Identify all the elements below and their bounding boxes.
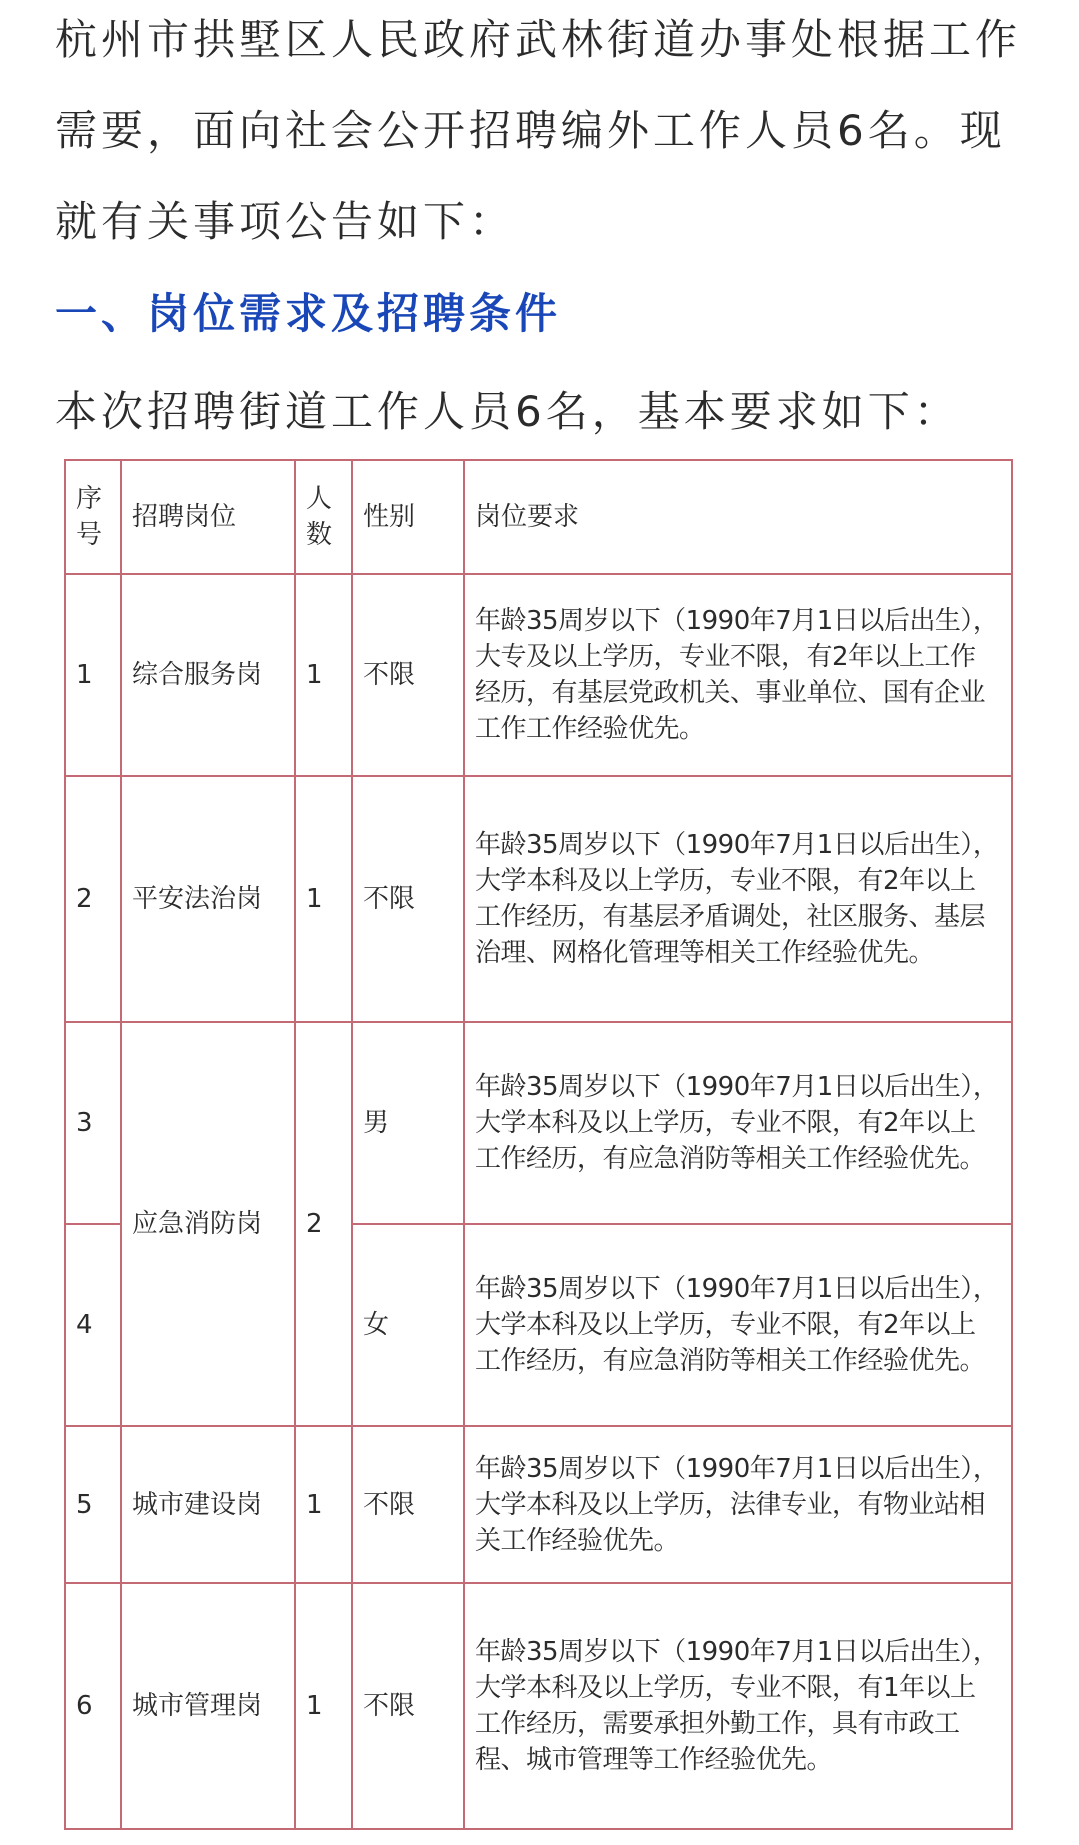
cell-no: 6 [65,1583,121,1829]
sub-intro-paragraph: 本次招聘街道工作人员6名，基本要求如下： [55,387,960,436]
header-gender: 性别 [352,460,464,574]
table-row [65,574,1012,776]
cell-no: 4 [65,1224,121,1426]
cell-requirement: 年龄35周岁以下（1990年7月1日以后出生），大专及以上学历，专业不限，有2年以上工作经历，有基层党政机关、事业单位、国有企业工作工作经验优先。 [464,574,1012,776]
cell-count: 1 [295,776,352,1022]
cell-position: 平安法治岗 [121,776,295,1022]
cell-gender: 女 [352,1224,464,1426]
cell-no: 5 [65,1426,121,1583]
cell-position: 城市管理岗 [121,1583,295,1829]
cell-no: 3 [65,1022,121,1224]
cell-gender: 不限 [352,1426,464,1583]
cell-count: 2 [295,1022,352,1426]
table-header-row [65,460,1012,574]
section-heading: 一、岗位需求及招聘条件 [55,289,562,338]
cell-count: 1 [295,574,352,776]
table-row [65,776,1012,1022]
header-position: 招聘岗位 [121,460,295,574]
intro-paragraph: 杭州市拱墅区人民政府武林街道办事处根据工作需要，面向社会公开招聘编外工作人员6名。现就有关事项公告如下： [55,15,1022,246]
cell-count: 1 [295,1426,352,1583]
table-row [65,1583,1012,1829]
recruitment-table [64,459,1013,1830]
cell-requirement: 年龄35周岁以下（1990年7月1日以后出生），大学本科及以上学历，专业不限，有2年以上工作经历，有应急消防等相关工作经验优先。 [464,1022,1012,1224]
cell-gender: 不限 [352,574,464,776]
header-requirement: 岗位要求 [464,460,1012,574]
cell-gender: 男 [352,1022,464,1224]
table-row [65,1426,1012,1583]
cell-position: 应急消防岗 [121,1022,295,1426]
cell-requirement: 年龄35周岁以下（1990年7月1日以后出生），大学本科及以上学历，专业不限，有1年以上工作经历，需要承担外勤工作，具有市政工程、城市管理等工作经验优先。 [464,1583,1012,1829]
cell-gender: 不限 [352,776,464,1022]
header-no: 序号 [65,460,121,574]
cell-requirement: 年龄35周岁以下（1990年7月1日以后出生），大学本科及以上学历，专业不限，有2年以上工作经历，有应急消防等相关工作经验优先。 [464,1224,1012,1426]
cell-gender: 不限 [352,1583,464,1829]
header-count: 人数 [295,460,352,574]
cell-position: 综合服务岗 [121,574,295,776]
cell-requirement: 年龄35周岁以下（1990年7月1日以后出生），大学本科及以上学历，专业不限，有2年以上工作经历，有基层矛盾调处，社区服务、基层治理、网格化管理等相关工作经验优先。 [464,776,1012,1022]
table-row [65,1022,1012,1224]
cell-no: 2 [65,776,121,1022]
cell-count: 1 [295,1583,352,1829]
cell-position: 城市建设岗 [121,1426,295,1583]
cell-requirement: 年龄35周岁以下（1990年7月1日以后出生），大学本科及以上学历，法律专业，有物业站相关工作经验优先。 [464,1426,1012,1583]
cell-no: 1 [65,574,121,776]
